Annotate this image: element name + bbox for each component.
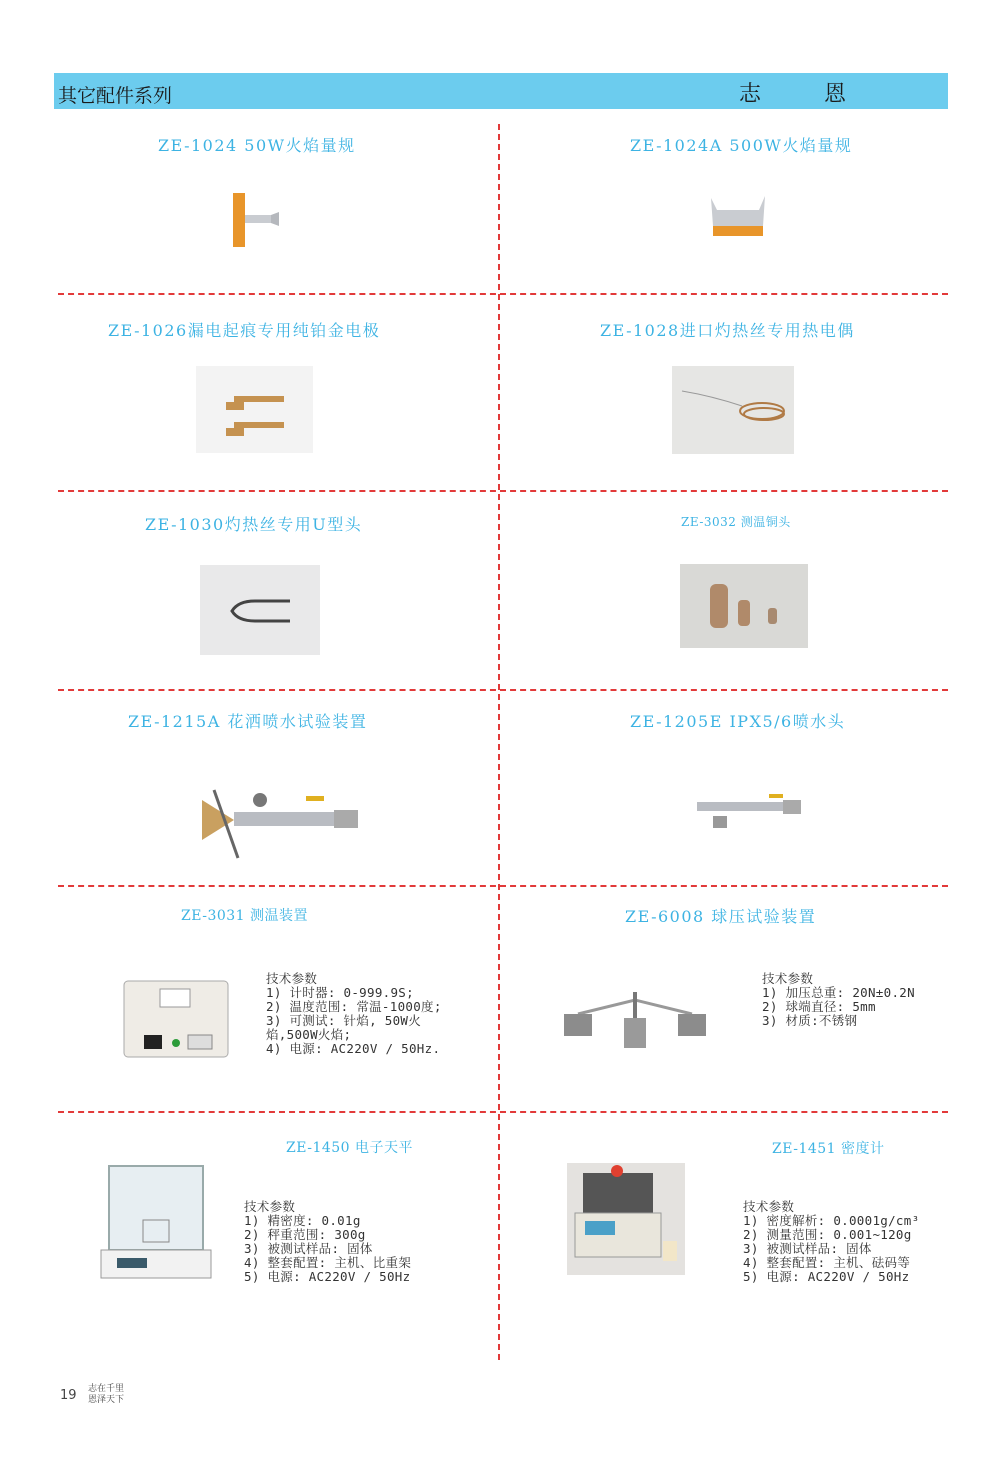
spec-line: 3) 被测试样品: 固体	[244, 1241, 373, 1256]
product-image-ze1028	[672, 366, 794, 454]
spec-line: 1) 加压总重: 20N±0.2N	[762, 985, 915, 1000]
section-header-bar	[54, 73, 948, 109]
product-image-ze1205e	[695, 792, 805, 832]
row-divider	[58, 885, 948, 887]
spec-line: 2) 球端直径: 5mm	[762, 999, 876, 1014]
row-divider	[58, 293, 948, 295]
product-image-ze1215a	[194, 770, 364, 862]
product-title-ze1028: ZE-1028进口灼热丝专用热电偶	[600, 321, 855, 340]
spec-line: 4) 整套配置: 主机、砝码等	[743, 1255, 911, 1270]
product-title-ze1026: ZE-1026漏电起痕专用纯铂金电极	[108, 321, 381, 340]
section-title: 其它配件系列	[58, 85, 173, 107]
product-title-ze1205e: ZE-1205E IPX5/6喷水头	[630, 712, 846, 731]
vertical-divider	[498, 124, 500, 1360]
spec-line: 1) 计时器: 0-999.9S;	[266, 985, 414, 1000]
spec-line: 3) 材质:不锈钢	[762, 1013, 858, 1028]
spec-line: 4) 整套配置: 主机、比重架	[244, 1255, 412, 1270]
product-image-ze1024a	[705, 190, 771, 242]
product-title-ze3031: ZE-3031 测温装置	[181, 908, 309, 924]
row-divider	[58, 689, 948, 691]
row-divider	[58, 1111, 948, 1113]
product-title-ze1024a: ZE-1024A 500W火焰量规	[630, 136, 853, 155]
spec-header: 技术参数	[762, 971, 814, 986]
spec-line: 3) 可测试: 针焰, 50W火	[266, 1013, 422, 1028]
spec-header: 技术参数	[743, 1199, 795, 1214]
product-title-ze3032: ZE-3032 测温铜头	[681, 515, 791, 529]
product-title-ze1030: ZE-1030灼热丝专用U型头	[145, 515, 363, 534]
spec-block-ze1451	[743, 1200, 919, 1284]
spec-line: 4) 电源: AC220V / 50Hz.	[266, 1041, 441, 1056]
spec-header: 技术参数	[266, 971, 318, 986]
footer-slogan	[88, 1384, 124, 1406]
spec-line: 焰,500W火焰;	[266, 1027, 352, 1042]
product-image-ze1450	[97, 1160, 215, 1284]
product-title-ze1450: ZE-1450 电子天平	[286, 1140, 414, 1156]
spec-line: 2) 温度范围: 常温-1000度;	[266, 999, 442, 1014]
slogan-line: 恩泽天下	[88, 1395, 125, 1405]
spec-block-ze1450	[244, 1200, 411, 1284]
product-image-ze1024	[225, 190, 285, 250]
product-image-ze3032	[680, 564, 808, 648]
spec-block-ze6008	[762, 972, 915, 1028]
product-title-ze6008: ZE-6008 球压试验装置	[625, 907, 817, 926]
spec-line: 5) 电源: AC220V / 50Hz	[244, 1269, 411, 1284]
brand-name: 志 恩	[739, 82, 874, 107]
row-divider	[58, 490, 948, 492]
spec-line: 2) 测量范围: 0.001~120g	[743, 1227, 912, 1242]
product-image-ze3031	[122, 977, 232, 1059]
spec-line: 1) 密度解析: 0.0001g/cm³	[743, 1213, 920, 1228]
page-number: 19	[60, 1388, 77, 1403]
spec-line: 2) 秤重范围: 300g	[244, 1227, 366, 1242]
slogan-line: 志在千里	[88, 1384, 125, 1394]
spec-line: 5) 电源: AC220V / 50Hz	[743, 1269, 910, 1284]
product-title-ze1024: ZE-1024 50W火焰量规	[158, 136, 356, 155]
spec-line: 1) 精密度: 0.01g	[244, 1213, 361, 1228]
spec-line: 3) 被测试样品: 固体	[743, 1241, 872, 1256]
product-image-ze1451	[567, 1163, 685, 1275]
product-title-ze1451: ZE-1451 密度计	[772, 1141, 885, 1157]
spec-block-ze3031	[266, 972, 442, 1056]
product-title-ze1215a: ZE-1215A 花洒喷水试验装置	[128, 712, 368, 731]
product-image-ze1030	[200, 565, 320, 655]
spec-header: 技术参数	[244, 1199, 296, 1214]
product-image-ze6008	[560, 990, 710, 1052]
product-image-ze1026	[196, 366, 313, 453]
